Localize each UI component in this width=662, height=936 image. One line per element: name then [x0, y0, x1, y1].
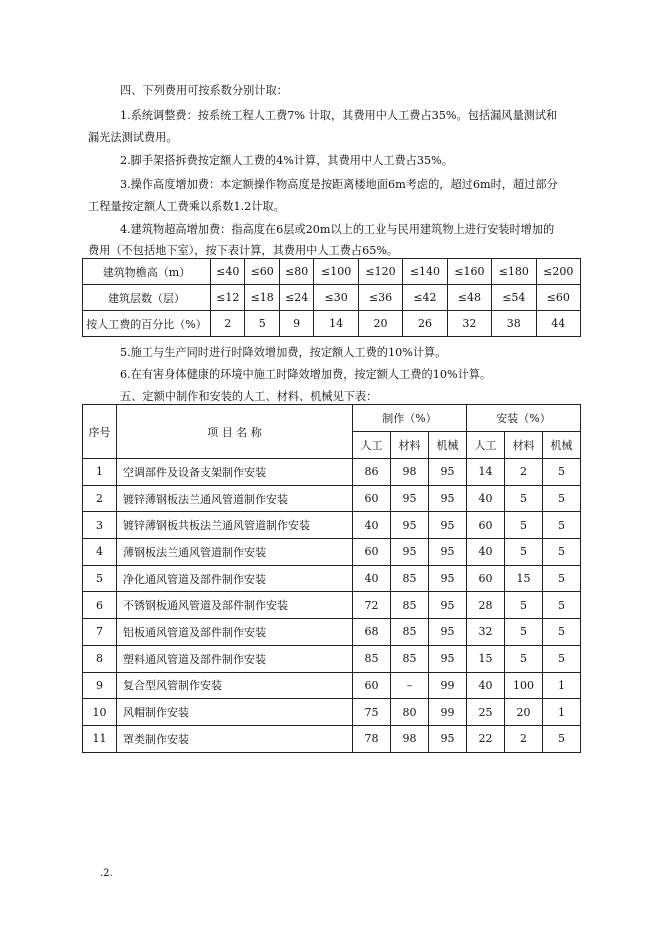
- table-cell: 1: [543, 699, 581, 726]
- table-cell: 5: [505, 645, 543, 672]
- table-cell: ≤120: [358, 259, 402, 285]
- table-cell: 60: [353, 485, 391, 512]
- table-cell: 5: [505, 619, 543, 646]
- paragraph-6: 6.在有害身体健康的环境中施工时降效增加费，按定额人工费的10%计算。: [120, 368, 492, 381]
- paragraph-3-line-2: 工程量按定额人工费乘以系数1.2计取。: [88, 200, 285, 213]
- table-cell: 60: [353, 539, 391, 566]
- table-cell: 60: [467, 512, 505, 539]
- table-row: [83, 645, 581, 672]
- table-cell: 95: [429, 539, 467, 566]
- table-cell: 40: [467, 539, 505, 566]
- paragraph-1-line-1: 1.系统调整费：按系统工程人工费7% 计取，其费用中人工费占35%。包括漏风量测试和: [120, 109, 558, 122]
- table-cell: ≤18: [245, 285, 279, 311]
- table-cell: 5: [543, 539, 581, 566]
- table-cell: 85: [391, 645, 429, 672]
- table-cell: 5: [543, 459, 581, 486]
- table-row: [83, 459, 581, 486]
- table-cell: ≤42: [403, 285, 447, 311]
- height-table-row: [83, 259, 581, 285]
- row-number: 7: [83, 619, 117, 646]
- table-row: [83, 592, 581, 619]
- table-cell: 5: [543, 619, 581, 646]
- row-number: 10: [83, 699, 117, 726]
- table-cell: 5: [543, 645, 581, 672]
- paragraph-5: 5.施工与生产同时进行时降效增加费，按定额人工费的10%计算。: [120, 346, 447, 359]
- row-number: 9: [83, 672, 117, 699]
- table-cell: ≤48: [447, 285, 491, 311]
- row-number: 3: [83, 512, 117, 539]
- table-cell: 85: [391, 619, 429, 646]
- table-cell: 32: [447, 311, 491, 337]
- table-cell: 40: [467, 485, 505, 512]
- table-cell: 44: [536, 311, 580, 337]
- table-cell: ≤12: [211, 285, 245, 311]
- table-cell: 22: [467, 725, 505, 752]
- table-cell: 99: [429, 672, 467, 699]
- table-cell: 5: [543, 565, 581, 592]
- section-four-heading: 四、下列费用可按系数分别计取：: [120, 84, 288, 97]
- table-cell: 15: [505, 565, 543, 592]
- paragraph-4-line-1: 4.建筑物超高增加费：指高度在6层或20m以上的工业与民用建筑物上进行安装时增加的: [120, 223, 555, 236]
- item-name: 罩类制作安装: [117, 725, 353, 752]
- table-cell: ≤60: [245, 259, 279, 285]
- table-cell: 32: [467, 619, 505, 646]
- subheader-cell: 人工: [467, 432, 505, 459]
- table-cell: ≤160: [447, 259, 491, 285]
- row-number: 11: [83, 725, 117, 752]
- table-cell: 95: [429, 459, 467, 486]
- subheader-cell: 材料: [505, 432, 543, 459]
- paragraph-4-line-2: 费用（不包括地下室），按下表计算，其费用中人工费占65%。: [88, 244, 399, 257]
- item-name: 空调部件及设备支架制作安装: [117, 459, 353, 486]
- table-row: [83, 539, 581, 566]
- table-cell: 14: [314, 311, 358, 337]
- table-cell: 2: [211, 311, 245, 337]
- table-cell: 95: [429, 565, 467, 592]
- table-cell: ≤180: [492, 259, 536, 285]
- table-cell: 5: [543, 512, 581, 539]
- table-cell: 40: [353, 565, 391, 592]
- table-cell: ≤100: [314, 259, 358, 285]
- table-cell: 95: [391, 539, 429, 566]
- table-row: [83, 512, 581, 539]
- row-label: 按人工费的百分比（%）: [83, 311, 211, 337]
- table-cell: 1: [543, 672, 581, 699]
- table-cell: 2: [505, 459, 543, 486]
- table-cell: 20: [505, 699, 543, 726]
- item-name: 净化通风管道及部件制作安装: [117, 565, 353, 592]
- table-cell: 95: [429, 645, 467, 672]
- header-make: 制作（%）: [353, 405, 467, 432]
- subheader-cell: 机械: [543, 432, 581, 459]
- table-cell: –: [391, 672, 429, 699]
- table-cell: 72: [353, 592, 391, 619]
- table-cell: 40: [467, 672, 505, 699]
- header-install: 安装（%）: [467, 405, 581, 432]
- row-number: 2: [83, 485, 117, 512]
- table-row: [83, 725, 581, 752]
- height-surcharge-table: [82, 258, 581, 337]
- row-number: 4: [83, 539, 117, 566]
- subheader-cell: 人工: [353, 432, 391, 459]
- table-cell: 38: [492, 311, 536, 337]
- table-cell: 95: [429, 725, 467, 752]
- paragraph-1-line-2: 漏光法测试费用。: [88, 131, 178, 144]
- table-cell: 100: [505, 672, 543, 699]
- item-name: 铝板通风管道及部件制作安装: [117, 619, 353, 646]
- item-name: 薄钢板法兰通风管道制作安装: [117, 539, 353, 566]
- table-row: [83, 565, 581, 592]
- height-table-row: [83, 311, 581, 337]
- table-cell: 5: [543, 485, 581, 512]
- table-cell: 85: [391, 592, 429, 619]
- table-cell: 85: [353, 645, 391, 672]
- table-row: [83, 619, 581, 646]
- table-cell: 5: [543, 592, 581, 619]
- table-row: [83, 485, 581, 512]
- table-cell: 14: [467, 459, 505, 486]
- table-cell: 95: [391, 512, 429, 539]
- table-cell: ≤200: [536, 259, 580, 285]
- table-cell: 5: [543, 725, 581, 752]
- table-cell: 20: [358, 311, 402, 337]
- table-cell: 5: [505, 485, 543, 512]
- table-cell: 95: [429, 619, 467, 646]
- table-cell: 15: [467, 645, 505, 672]
- table-cell: ≤36: [358, 285, 402, 311]
- table-cell: 75: [353, 699, 391, 726]
- table-cell: 95: [391, 485, 429, 512]
- header-seq: 序号: [83, 405, 117, 459]
- table-cell: 40: [353, 512, 391, 539]
- table-cell: 5: [245, 311, 279, 337]
- row-label: 建筑物檐高（m）: [83, 259, 211, 285]
- labor-material-ratio-table: [82, 404, 581, 753]
- table-cell: ≤80: [279, 259, 313, 285]
- table-row: [83, 672, 581, 699]
- table-cell: 5: [505, 592, 543, 619]
- header-name: 项 目 名 称: [117, 405, 353, 459]
- row-number: 1: [83, 459, 117, 486]
- table-cell: 80: [391, 699, 429, 726]
- table-cell: 9: [279, 311, 313, 337]
- table-cell: 25: [467, 699, 505, 726]
- item-name: 塑料通风管道及部件制作安装: [117, 645, 353, 672]
- table-cell: 98: [391, 459, 429, 486]
- paragraph-2: 2.脚手架搭拆费按定额人工费的4%计算，其费用中人工费占35%。: [120, 154, 453, 167]
- table-cell: ≤30: [314, 285, 358, 311]
- table-cell: 60: [467, 565, 505, 592]
- table-cell: 5: [505, 539, 543, 566]
- subheader-cell: 机械: [429, 432, 467, 459]
- height-table-row: [83, 285, 581, 311]
- table-cell: 85: [391, 565, 429, 592]
- row-number: 6: [83, 592, 117, 619]
- table-cell: 2: [505, 725, 543, 752]
- table-cell: 86: [353, 459, 391, 486]
- table-cell: 95: [429, 592, 467, 619]
- item-name: 不锈钢板通风管道及部件制作安装: [117, 592, 353, 619]
- section-five-heading: 五、定额中制作和安装的人工、材料、机械见下表：: [120, 390, 378, 403]
- table-cell: 28: [467, 592, 505, 619]
- page-number: .2.: [100, 868, 113, 879]
- row-number: 8: [83, 645, 117, 672]
- table-cell: 78: [353, 725, 391, 752]
- table-cell: ≤54: [492, 285, 536, 311]
- table-cell: ≤140: [403, 259, 447, 285]
- item-name: 镀锌薄钢板法兰通风管道制作安装: [117, 485, 353, 512]
- table-cell: 60: [353, 672, 391, 699]
- item-name: 风帽制作安装: [117, 699, 353, 726]
- table-cell: 99: [429, 699, 467, 726]
- table-cell: ≤60: [536, 285, 580, 311]
- table-cell: 95: [429, 512, 467, 539]
- table-cell: 95: [429, 485, 467, 512]
- table-cell: ≤40: [211, 259, 245, 285]
- row-number: 5: [83, 565, 117, 592]
- table-cell: 68: [353, 619, 391, 646]
- table-cell: 5: [505, 512, 543, 539]
- table-cell: 98: [391, 725, 429, 752]
- item-name: 复合型风管制作安装: [117, 672, 353, 699]
- table-cell: 26: [403, 311, 447, 337]
- subheader-cell: 材料: [391, 432, 429, 459]
- paragraph-3-line-1: 3.操作高度增加费：本定额操作物高度是按距离楼地面6m考虑的，超过6m时，超过部分: [120, 178, 558, 191]
- table-row: [83, 699, 581, 726]
- table-cell: ≤24: [279, 285, 313, 311]
- row-label: 建筑层数（层）: [83, 285, 211, 311]
- item-name: 镀锌薄钢板共板法兰通风管道制作安装: [117, 512, 353, 539]
